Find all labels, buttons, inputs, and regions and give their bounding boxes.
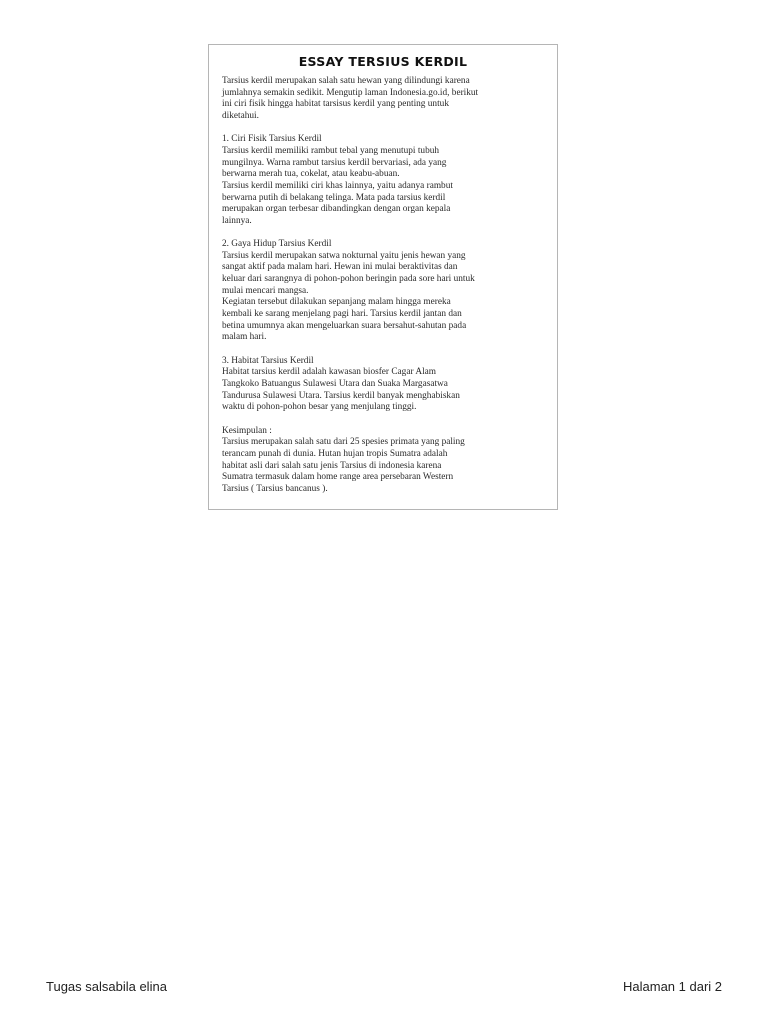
section-gaya-hidup xyxy=(222,239,548,344)
text-line: habitat asli dari salah satu jenis Tarsius di indonesia karena xyxy=(222,460,442,471)
text-line: Tarsius kerdil merupakan satwa nokturnal yaitu jenis hewan yang xyxy=(222,250,466,261)
section-heading: 1. Ciri Fisik Tarsius Kerdil xyxy=(222,134,322,145)
text-line: keluar dari sarangnya di pohon-pohon beringin pada sore hari untuk xyxy=(222,274,475,285)
essay-body xyxy=(222,76,548,496)
essay-box xyxy=(208,44,558,510)
text-line: Tangkoko Batuangus Sulawesi Utara dan Suaka Margasatwa xyxy=(222,379,448,390)
text-line: terancam punah di dunia. Hutan hujan tropis Sumatra adalah xyxy=(222,448,448,459)
intro-paragraph xyxy=(222,76,548,123)
section-heading: 2. Gaya Hidup Tarsius Kerdil xyxy=(222,239,332,250)
text-line: diketahui. xyxy=(222,110,259,121)
text-line: ini ciri fisik hingga habitat tarsisus kerdil yang penting untuk xyxy=(222,99,449,110)
text-line: merupakan organ terbesar dibandingkan dengan organ kepala xyxy=(222,204,451,215)
text-line: lainnya. xyxy=(222,215,252,226)
text-line: waktu di pohon-pohon besar yang menjulang tinggi. xyxy=(222,402,417,413)
section-kesimpulan xyxy=(222,426,548,496)
text-line: Tarsius kerdil memiliki ciri khas lainnya, yaitu adanya rambut xyxy=(222,180,453,191)
text-line: Habitat tarsius kerdil adalah kawasan biosfer Cagar Alam xyxy=(222,367,437,378)
text-line: berwarna putih di belakang telinga. Mata pada tarsius kerdil xyxy=(222,192,446,203)
text-line: kembali ke sarang menjelang pagi hari. Tarsius kerdil jantan dan xyxy=(222,309,462,320)
footer-page-number: Halaman 1 dari 2 xyxy=(623,979,722,994)
text-line: mulai mencari mangsa. xyxy=(222,285,309,296)
text-line: malam hari. xyxy=(222,332,267,343)
text-line: Sumatra termasuk dalam home range area persebaran Western xyxy=(222,472,454,483)
text-line: Tandurusa Sulawesi Utara. Tarsius kerdil banyak menghabiskan xyxy=(222,390,460,401)
section-ciri-fisik xyxy=(222,134,548,227)
section-heading: 3. Habitat Tarsius Kerdil xyxy=(222,355,314,366)
text-line: Tarsius kerdil memiliki rambut tebal yang menutupi tubuh xyxy=(222,145,440,156)
section-heading: Kesimpulan : xyxy=(222,425,272,436)
footer-author: Tugas salsabila elina xyxy=(46,979,167,994)
text-line: Tarsius ( Tarsius bancanus ). xyxy=(222,483,328,494)
text-line: Kegiatan tersebut dilakukan sepanjang malam hingga mereka xyxy=(222,297,451,308)
text-line: berwarna merah tua, cokelat, atau keabu-abuan. xyxy=(222,169,400,180)
text-line: mungilnya. Warna rambut tarsius kerdil bervariasi, ada yang xyxy=(222,157,447,168)
text-line: betina umumnya akan mengeluarkan suara bersahut-sahutan pada xyxy=(222,320,467,331)
text-line: sangat aktif pada malam hari. Hewan ini mulai beraktivitas dan xyxy=(222,262,458,273)
section-habitat xyxy=(222,356,548,414)
essay-title: ESSAY TERSIUS KERDIL xyxy=(298,54,468,69)
text-line: jumlahnya semakin sedikit. Mengutip laman Indonesia.go.id, berikut xyxy=(222,87,479,98)
text-line: Tarsius kerdil merupakan salah satu hewan yang dilindungi karena xyxy=(222,76,470,86)
text-line: Tarsius merupakan salah satu dari 25 spesies primata yang paling xyxy=(222,437,465,448)
